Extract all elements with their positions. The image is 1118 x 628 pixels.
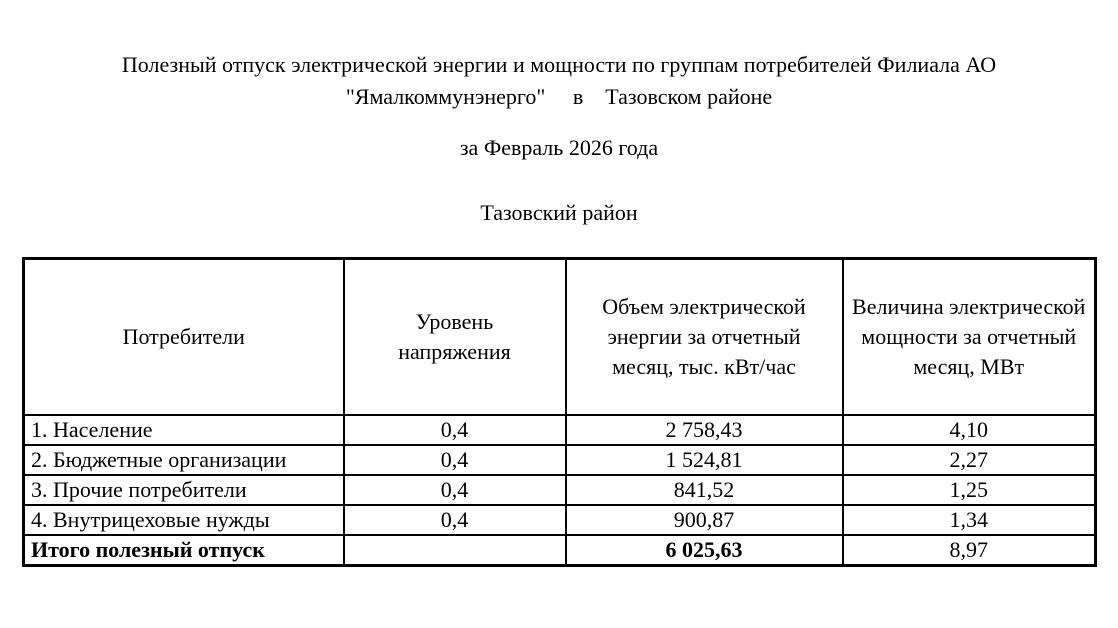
total-row xyxy=(24,535,1096,566)
voltage-cell: 0,4 xyxy=(344,475,566,505)
voltage-cell: 0,4 xyxy=(344,505,566,535)
table-row xyxy=(24,475,1096,505)
power-cell: 1,25 xyxy=(843,475,1096,505)
total-power-cell: 8,97 xyxy=(843,535,1096,566)
power-cell: 4,10 xyxy=(843,415,1096,445)
table-row xyxy=(24,505,1096,535)
energy-cell: 1 524,81 xyxy=(566,445,843,475)
power-cell: 2,27 xyxy=(843,445,1096,475)
table-row xyxy=(24,415,1096,445)
column-header-consumers: Потребители xyxy=(24,259,344,416)
report-period: за Февраль 2026 года xyxy=(459,135,659,160)
district-name: Тазовский район xyxy=(480,200,638,225)
total-label: Итого полезный отпуск xyxy=(24,535,344,566)
energy-supply-table xyxy=(22,257,1097,567)
document-title-line-2: "Ямалкоммунэнерго" в Тазовском районе xyxy=(345,84,773,109)
column-header-energy: Объем электрической энергии за отчетный месяц, тыс. кВт/час xyxy=(566,259,843,416)
voltage-cell: 0,4 xyxy=(344,445,566,475)
energy-cell: 841,52 xyxy=(566,475,843,505)
total-energy-cell: 6 025,63 xyxy=(566,535,843,566)
consumer-cell: 1. Население xyxy=(24,415,344,445)
consumer-cell: 3. Прочие потребители xyxy=(24,475,344,505)
voltage-cell: 0,4 xyxy=(344,415,566,445)
column-header-power: Величина электрической мощности за отчетный месяц, МВт xyxy=(843,259,1096,416)
total-voltage-cell xyxy=(344,535,566,566)
consumer-cell: 4. Внутрицеховые нужды xyxy=(24,505,344,535)
document-title-line-1: Полезный отпуск электрической энергии и мощности по группам потребителей Филиала АО xyxy=(121,52,997,77)
power-cell: 1,34 xyxy=(843,505,1096,535)
table-row xyxy=(24,445,1096,475)
column-header-voltage: Уровень напряжения xyxy=(344,259,566,416)
energy-cell: 2 758,43 xyxy=(566,415,843,445)
consumer-cell: 2. Бюджетные организации xyxy=(24,445,344,475)
energy-cell: 900,87 xyxy=(566,505,843,535)
table-header-row xyxy=(24,259,1096,416)
